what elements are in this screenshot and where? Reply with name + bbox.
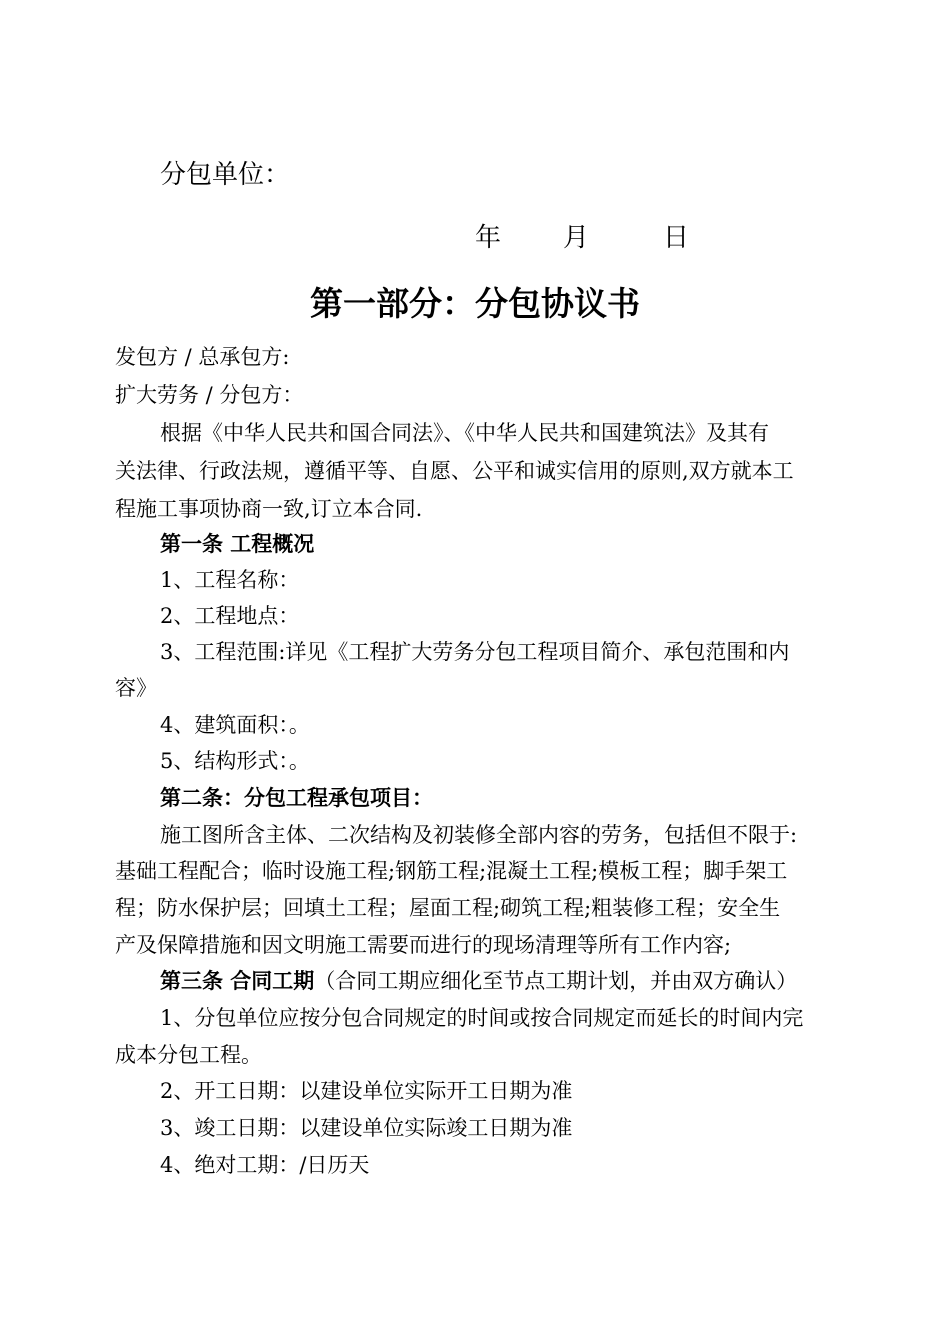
date-year: 年 (475, 223, 502, 253)
article1-item: 5、结构形式：。 (160, 749, 310, 773)
subcontractor-unit-label: 分包单位： (160, 160, 291, 190)
article2-line: 施工图所含主体、二次结构及初装修全部内容的劳务，包括但不限于: (160, 823, 798, 847)
article3-item: 成本分包工程。 (115, 1043, 262, 1067)
article1-item: 4、建筑面积：。 (160, 713, 310, 737)
preamble-line: 关法律、行政法规，遵循平等、自愿、公平和诚实信用的原则,双方就本工 (115, 459, 794, 483)
article1-item: 2、工程地点： (160, 604, 300, 628)
article3-heading-line (160, 962, 845, 1000)
article3-item: 1、分包单位应按分包合同规定的时间或按合同规定而延长的时间内完 (160, 1006, 804, 1030)
preamble-line: 根据《中华人民共和国合同法》、《中华人民共和国建筑法》及其有 (160, 421, 769, 445)
article3-heading: 第三条 合同工期 (160, 968, 315, 993)
article3-note: （合同工期应细化至节点工期计划，并由双方确认） (314, 969, 798, 993)
article2-line: 基础工程配合；临时设施工程;钢筋工程;混凝土工程;模板工程；脚手架工 (115, 859, 788, 883)
article1-heading: 第一条 工程概况 (160, 531, 315, 556)
article3-item: 4、绝对工期：/日历天 (160, 1153, 370, 1177)
date-day: 日 (663, 223, 690, 253)
article3-item: 2、开工日期：以建设单位实际开工日期为准 (160, 1079, 573, 1103)
page-title: 第一部分：分包协议书 (310, 284, 640, 323)
article2-line: 产及保障措施和因文明施工需要而进行的现场清理等所有工作内容; (115, 933, 732, 957)
article1-item: 3、工程范围:详见《工程扩大劳务分包工程项目简介、承包范围和内 (160, 640, 790, 664)
article3-item: 3、竣工日期：以建设单位实际竣工日期为准 (160, 1116, 573, 1140)
subcontractor-line: 扩大劳务 / 分包方： (115, 383, 304, 407)
article2-line: 程；防水保护层；回填土工程；屋面工程;砌筑工程;粗装修工程；安全生 (115, 896, 781, 920)
date-month: 月 (563, 223, 590, 253)
article1-item: 1、工程名称： (160, 568, 300, 592)
article1-item: 容》 (115, 676, 157, 700)
employer-line: 发包方 / 总承包方: (115, 345, 290, 369)
preamble-line: 程施工事项协商一致,订立本合同. (115, 497, 423, 521)
article2-heading: 第二条：分包工程承包项目： (160, 785, 433, 810)
